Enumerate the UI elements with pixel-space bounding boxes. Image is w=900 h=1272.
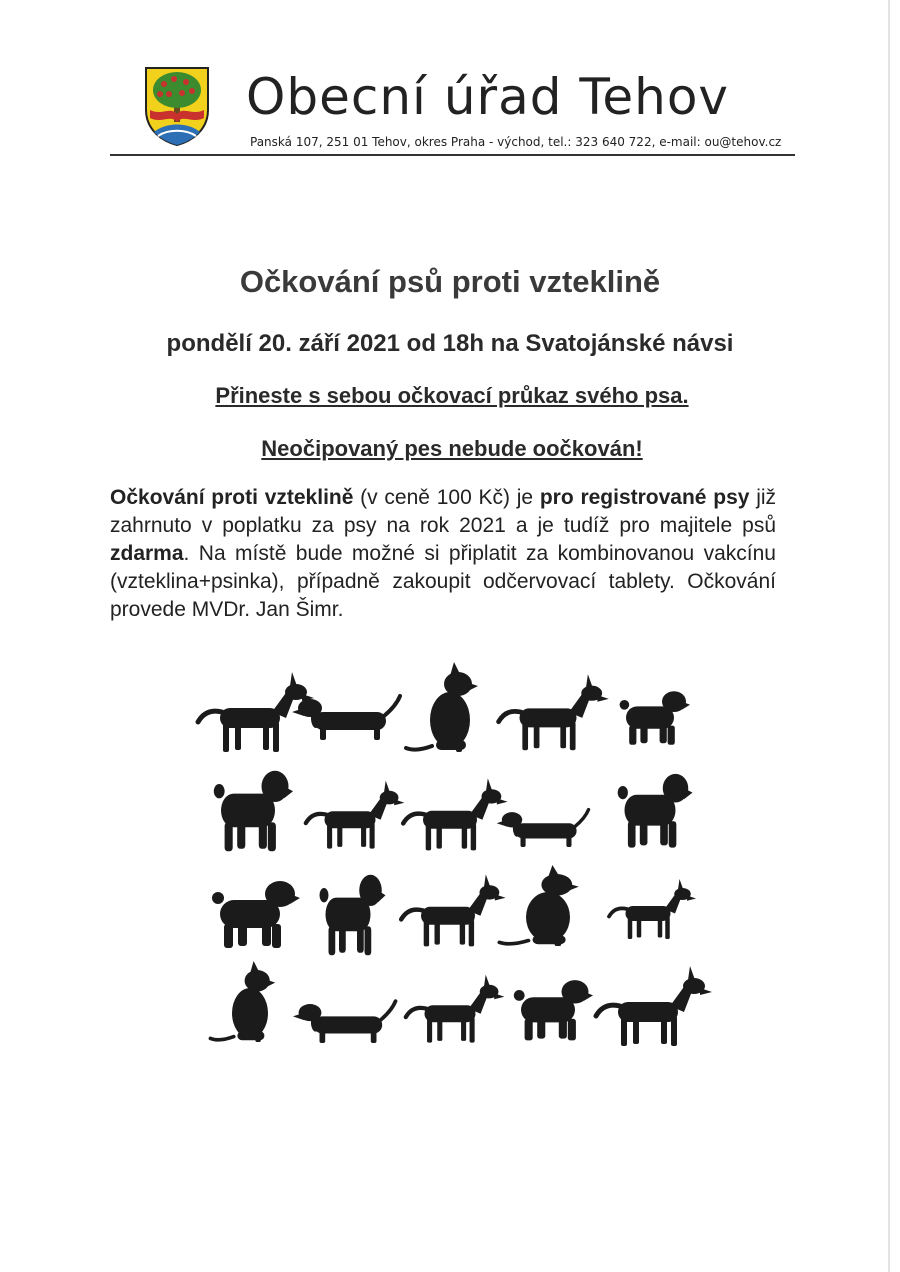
event-date: pondělí 20. září 2021 od 18h na Svatojánské návsi [166,330,734,357]
para-text-2: (v ceně 100 Kč) je [353,486,540,509]
para-bold-5: zdarma [110,542,184,565]
dog-row-1 [198,662,690,752]
para-text-6: . Na místě bude možné si připlatit za kombinovanou vakcínu (vzteklina+psinka), případně zakoupit odčervovací tablety. Očkování provede MVDr. Jan Šimr. [110,542,776,621]
para-text-4: již zahrnuto v poplatku za psy na rok 2021 a je tudíž pro majitele psů [110,486,777,537]
para-bold-3: pro registrované psy [539,486,750,509]
dog-row-4 [210,961,712,1046]
office-title: Obecní úřad Tehov [246,68,730,126]
chip-warning: Neočipovaný pes nebude oočkován! [261,436,643,461]
office-address: Panská 107, 251 01 Tehov, okres Praha - východ, tel.: 323 640 722, e-mail: ou@tehov.cz [250,135,782,149]
bring-card-notice: Přineste s sebou očkovací průkaz svého psa. [215,383,689,408]
dog-row-2 [214,771,693,851]
para-bold-1: Očkování proti vzteklině [110,486,354,509]
notice-title: Očkování psů proti vzteklině [239,264,661,299]
dog-row-3 [212,865,696,955]
